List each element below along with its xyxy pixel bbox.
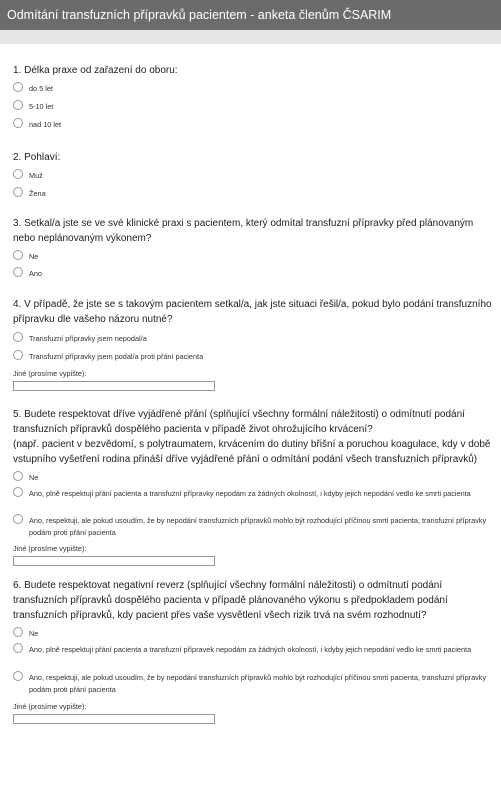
question-3	[13, 206, 492, 285]
option-label: Ano, plně respektuji přání pacienta a transfuzní přípravky nepodám za žádných okolností, i kdyby jejich nepodání vedlo ke smrti pacienta	[29, 489, 471, 498]
question-2	[13, 137, 492, 206]
option-ne[interactable]	[13, 628, 492, 644]
other-input[interactable]	[13, 556, 215, 566]
question-5-title: 5. Budete respektovat dříve vyjádřené přání (splňující všechny formální náležitosti) o odmítnutí podání transfuzních přípravků dospělého pacienta v případě život ohrožujícího krvácení?	[13, 409, 465, 435]
radio-button[interactable]	[13, 250, 23, 260]
option-label: 5-10 let	[29, 102, 54, 111]
option-ano-plne[interactable]	[13, 644, 492, 672]
radio-button[interactable]	[13, 671, 23, 681]
option-label: Ne	[29, 629, 39, 638]
header-divider	[0, 30, 501, 44]
option-5-10-let[interactable]	[13, 101, 492, 119]
option-label: Ne	[29, 473, 39, 482]
option-label: Ano, plně respektuji přání pacienta a transfuzní přípravek nepodám za žádných okolností, i kdyby jejich nepodání vedlo ke smrti pacienta	[29, 645, 472, 654]
option-nad-10-let[interactable]	[13, 119, 492, 137]
option-do-5-let[interactable]	[13, 83, 492, 101]
radio-button[interactable]	[13, 82, 23, 92]
radio-button[interactable]	[13, 643, 23, 653]
option-label: Ano	[29, 269, 42, 278]
radio-button[interactable]	[13, 100, 23, 110]
radio-button[interactable]	[13, 332, 23, 342]
radio-button[interactable]	[13, 487, 23, 497]
question-6	[13, 566, 492, 724]
option-label: Ano, respektuji, ale pokud usoudím, že by nepodání transfuzních přípravků mohlo být rozhodující příčinou smrti pacienta, transfuzní přípravky podám proti přání pacienta	[29, 673, 487, 694]
option-label: do 5 let	[29, 84, 53, 93]
option-zena[interactable]	[13, 188, 492, 206]
option-label: Muž	[29, 171, 43, 180]
option-label: Transfuzní přípravky jsem nepodal/a	[29, 334, 147, 343]
other-input[interactable]	[13, 381, 215, 391]
option-ano-respektuji[interactable]	[13, 672, 492, 701]
question-6-title: 6. Budete respektovat negativní reverz (splňující všechny formální náležitosti) o odmítnutí podání transfuzních přípravků dospělého pacienta v případě plánovaného výkonu s předpokladem podání transfuzních přípravků, kdy pacient přes vaše vysvětlení všech rizik trvá na svém rozhodnutí?	[13, 580, 448, 621]
option-label: Ano, respektuji, ale pokud usoudím, že by nepodání transfuzních přípravků mohlo být rozhodující příčinou smrti pacienta, transfuzní přípravky podám proti přání pacienta	[29, 516, 487, 537]
other-input[interactable]	[13, 714, 215, 724]
radio-button[interactable]	[13, 471, 23, 481]
other-label: Jiné (prosíme vypište):	[13, 544, 87, 553]
question-4	[13, 285, 492, 391]
radio-button[interactable]	[13, 118, 23, 128]
option-ano-respektuji[interactable]	[13, 515, 492, 543]
option-label: nad 10 let	[29, 120, 62, 129]
option-nepodal[interactable]	[13, 333, 492, 351]
option-ano[interactable]	[13, 268, 492, 285]
option-ne[interactable]	[13, 251, 492, 268]
radio-button[interactable]	[13, 267, 23, 277]
option-label: Žena	[29, 189, 46, 198]
option-muz[interactable]	[13, 170, 492, 188]
other-label: Jiné (prosíme vypište):	[13, 702, 87, 711]
question-5	[13, 391, 492, 566]
option-podal-proti-prani[interactable]	[13, 351, 492, 368]
survey-form	[0, 44, 501, 724]
question-4-title: 4. V případě, že jste se s takovým pacientem setkal/a, jak jste situaci řešil/a, pokud bylo podání transfuzního přípravku dle vašeho názoru nutné?	[13, 299, 492, 325]
radio-button[interactable]	[13, 169, 23, 179]
question-3-title: 3. Setkal/a jste se ve své klinické praxi s pacientem, který odmítal transfuzní přípravky před plánovaným nebo neplánovaným výkonem?	[13, 218, 474, 244]
radio-button[interactable]	[13, 514, 23, 524]
option-label: Ne	[29, 252, 39, 261]
option-ne[interactable]	[13, 472, 492, 488]
survey-title: Odmítání transfuzních přípravků pacientem - anketa členům ČSARIM	[0, 0, 501, 30]
option-ano-plne[interactable]	[13, 488, 492, 515]
option-label: Transfuzní přípravky jsem podal/a proti přání pacienta	[29, 352, 204, 361]
question-1	[13, 44, 492, 137]
other-label: Jiné (prosíme vypište):	[13, 369, 87, 378]
radio-button[interactable]	[13, 187, 23, 197]
question-5-note: (např. pacient v bezvědomí, s polytraumatem, krvácením do dutiny břišní a poruchou koagulace, kdy v době vstupního vyšetření rodina přináší dříve vyjádřené přání o odmítání podání všech transfuzních přípravků)	[13, 439, 491, 465]
question-1-title: 1. Délka praxe od zařazení do oboru:	[13, 65, 178, 76]
question-2-title: 2. Pohlaví:	[13, 152, 61, 163]
radio-button[interactable]	[13, 350, 23, 360]
radio-button[interactable]	[13, 627, 23, 637]
